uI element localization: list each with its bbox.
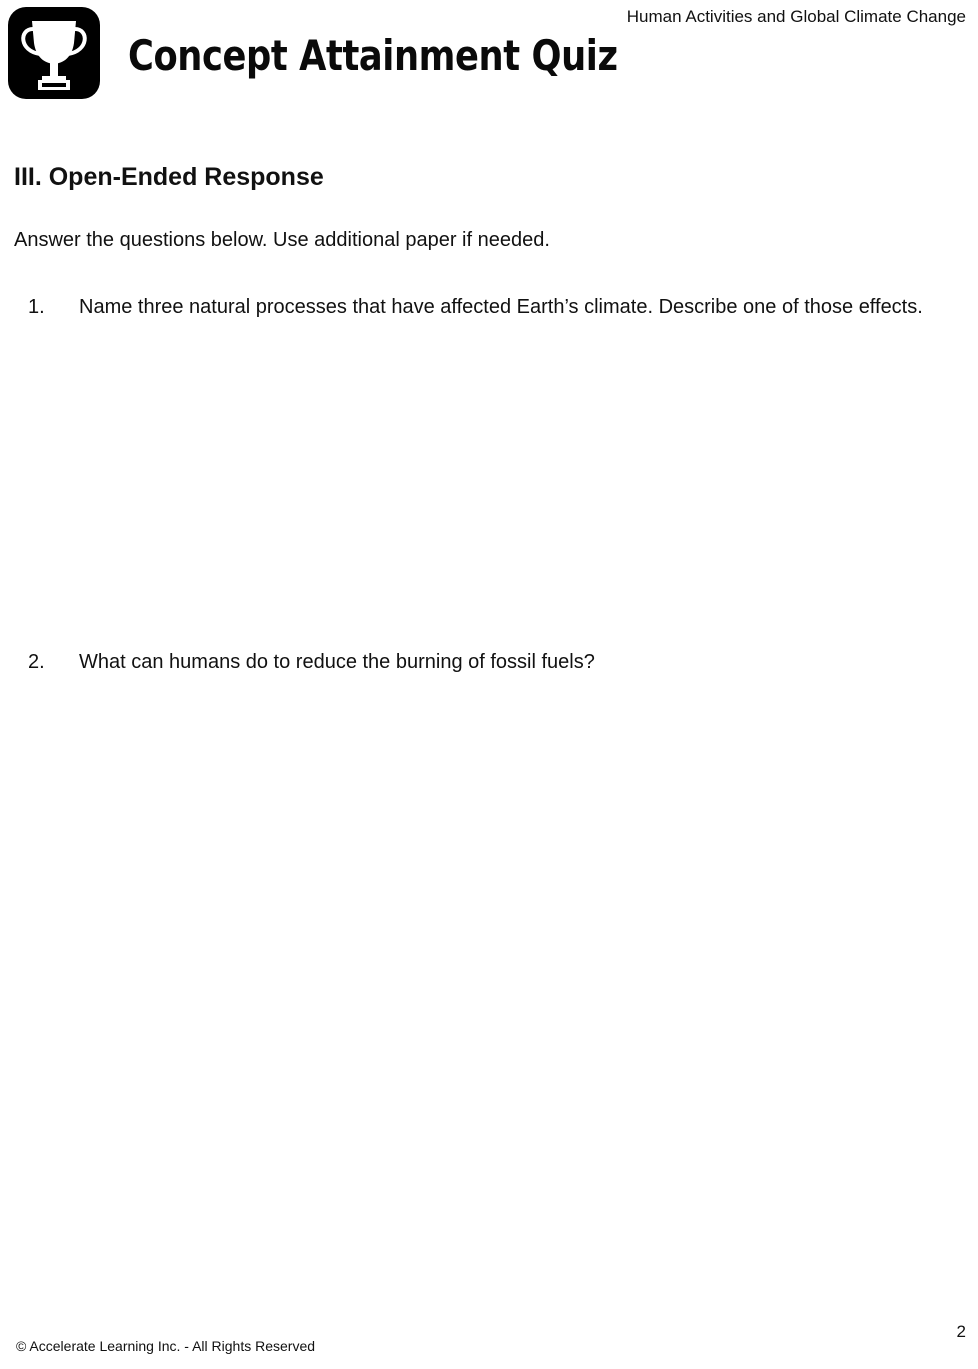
unit-title: Human Activities and Global Climate Change bbox=[626, 7, 966, 26]
page-number: 2 bbox=[956, 1322, 966, 1341]
section-heading: III. Open-Ended Response bbox=[14, 163, 324, 191]
copyright-notice: © Accelerate Learning Inc. - All Rights Reserved bbox=[16, 1338, 316, 1354]
question-number: 2. bbox=[28, 651, 45, 673]
quiz-title: Concept Attainment Quiz bbox=[128, 31, 618, 80]
instructions: Answer the questions below. Use additional paper if needed. bbox=[14, 229, 550, 251]
trophy-logo bbox=[8, 7, 100, 99]
trophy-icon bbox=[8, 7, 100, 99]
question-text: Name three natural processes that have affected Earth’s climate. Describe one of those effects. bbox=[79, 296, 923, 318]
question-text: What can humans do to reduce the burning of fossil fuels? bbox=[79, 651, 595, 673]
question-number: 1. bbox=[28, 296, 45, 318]
